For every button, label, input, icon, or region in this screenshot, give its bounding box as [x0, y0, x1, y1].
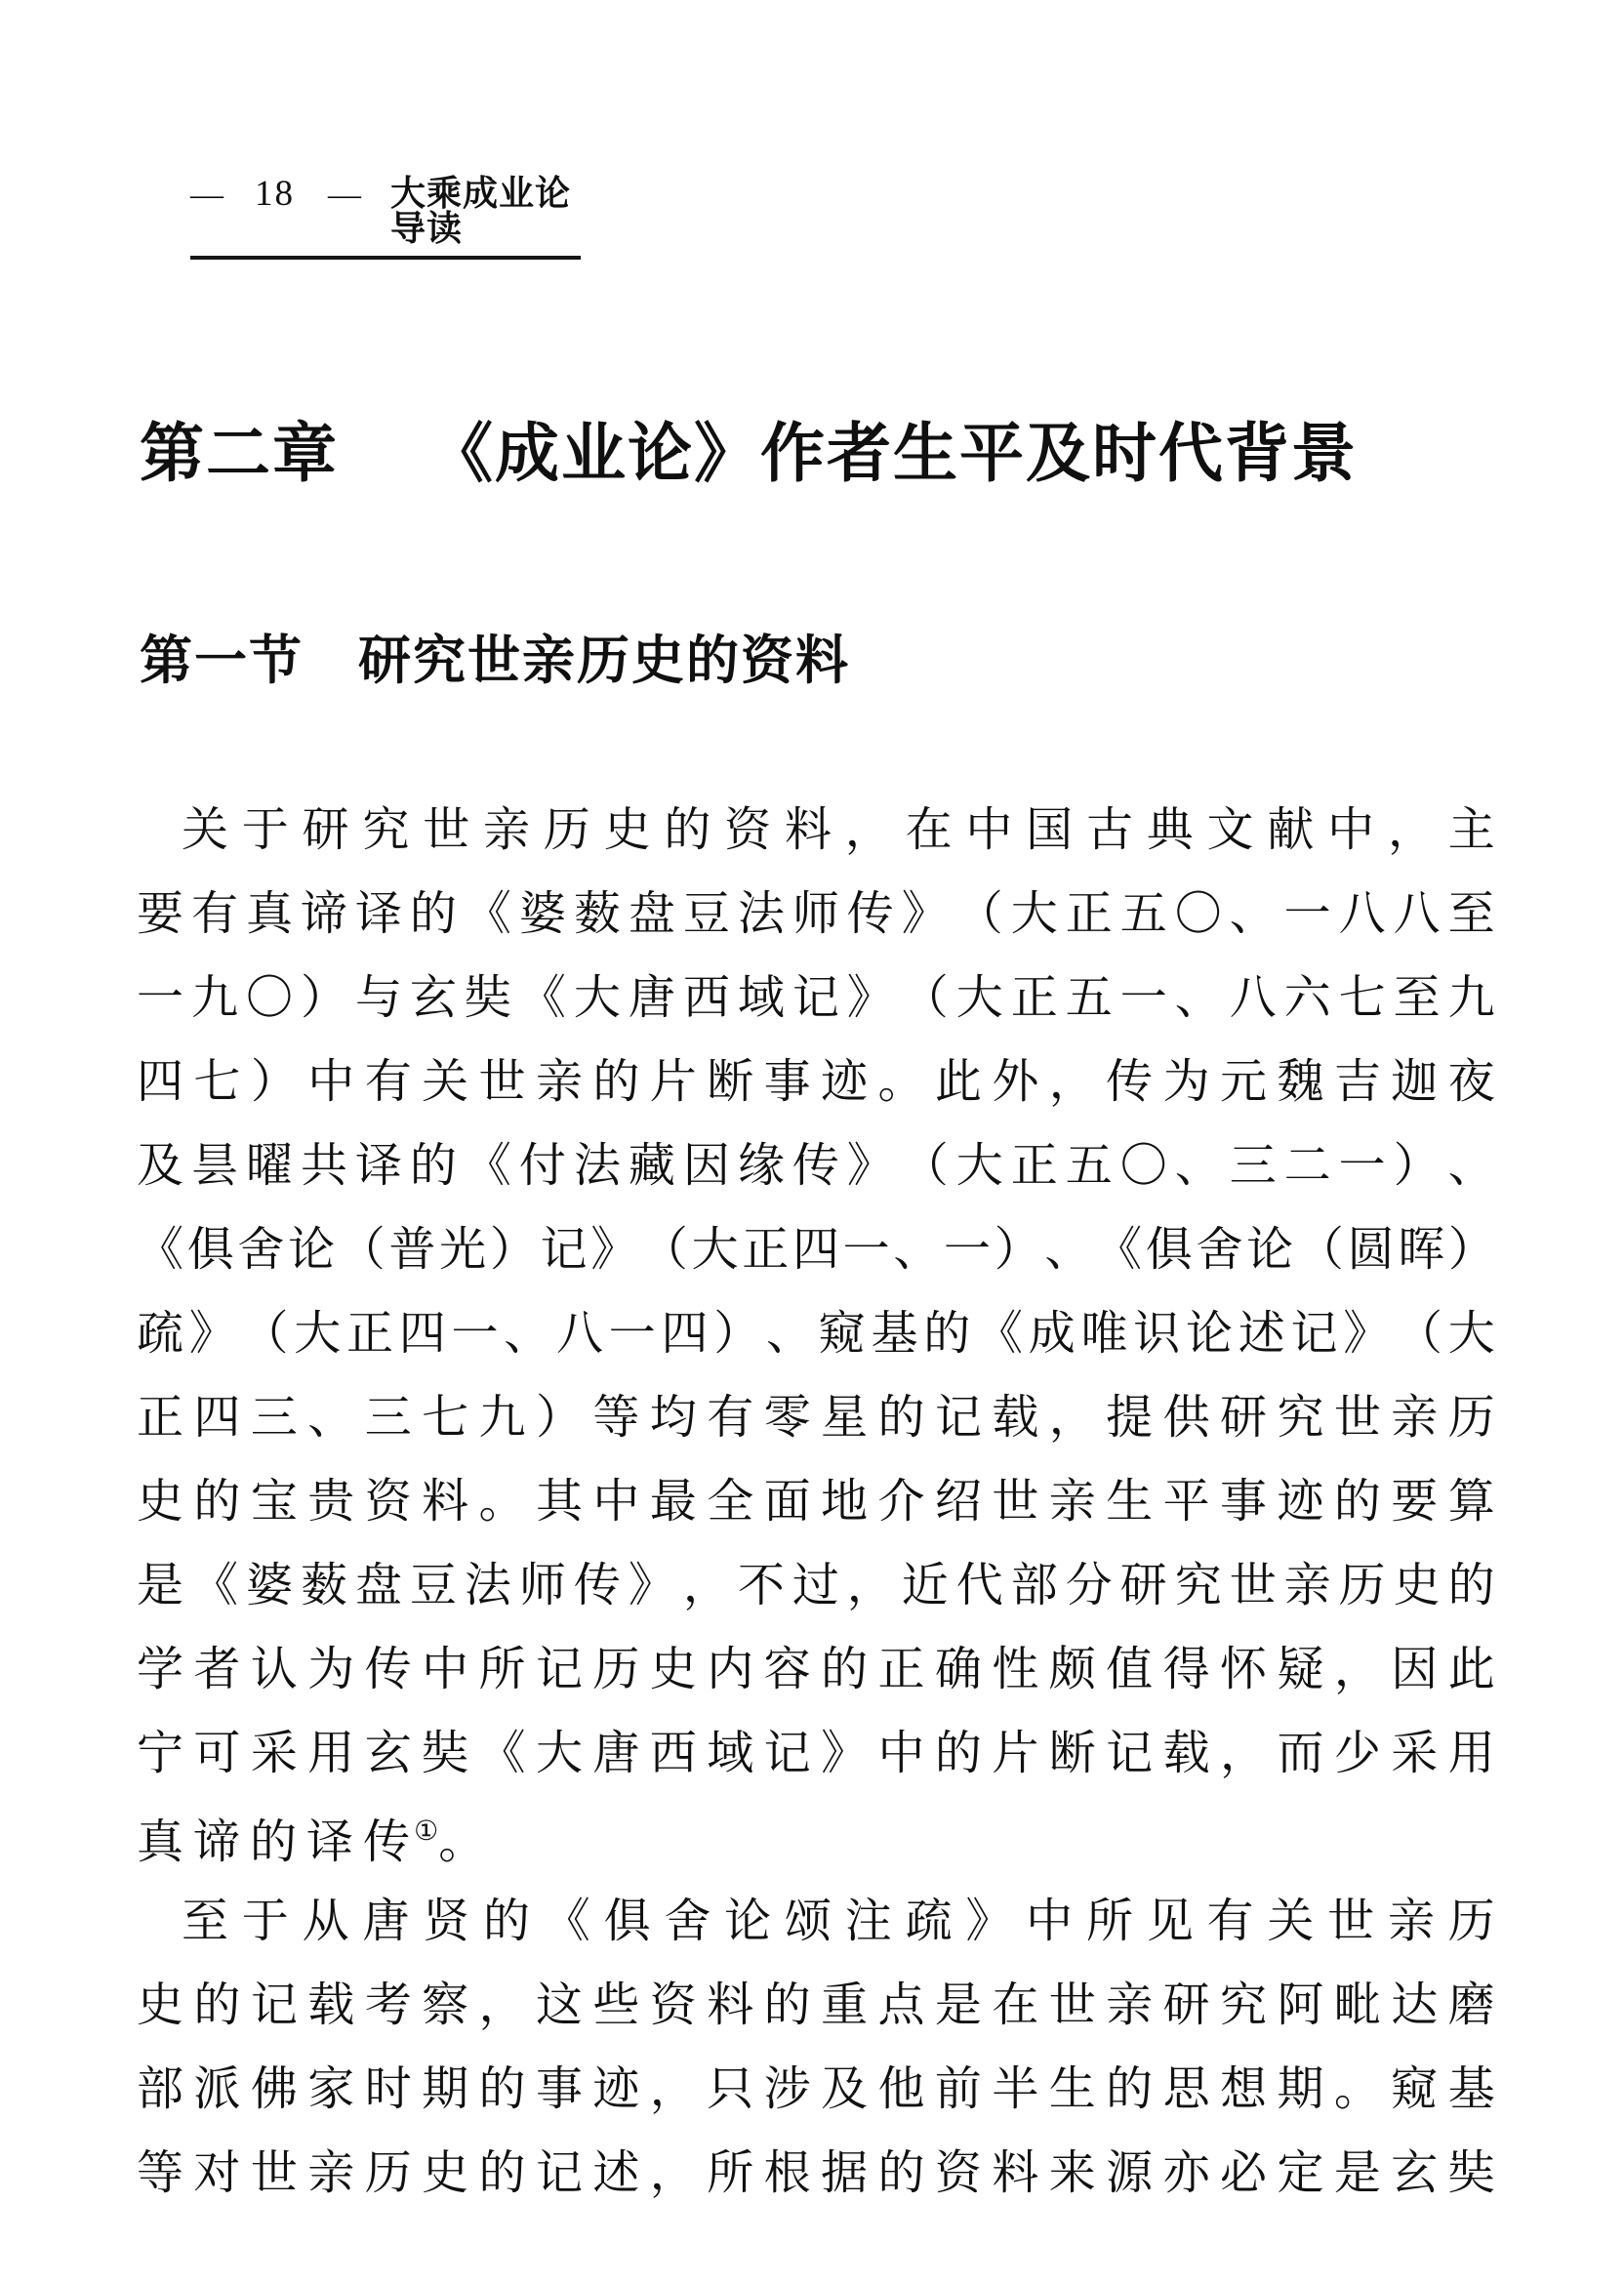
body-line: 正 四 三 、 三 七 九 ） 等 均 有 零 星 的 记 载 ， 提 供 研 究 世 亲 历 — [137, 1391, 1495, 1444]
section-label: 第一节 — [140, 632, 304, 690]
section-title: 研究世亲历史的资料 — [358, 632, 850, 690]
chapter-heading — [140, 420, 1486, 491]
body-line: 一 九 〇 ） 与 玄 奘 《 大 唐 西 域 记 》 （ 大 正 五 一 、 八 六 七 至 九 — [137, 971, 1495, 1024]
header-left-dash: — — [190, 177, 223, 213]
body-line: 史 的 宝 贵 资 料 。 其 中 最 全 面 地 介 绍 世 亲 生 平 事 迹 的 要 算 — [137, 1475, 1495, 1528]
body-line: 关 于 研 究 世 亲 历 史 的 资 料 ， 在 中 国 古 典 文 献 中 ， 主 — [182, 803, 1495, 856]
header-right-dash: — — [328, 177, 361, 213]
body-line: 疏 》 （ 大 正 四 一 、 八 一 四 ） 、 窥 基 的 《 成 唯 识 论 述 记 》 （ 大 — [137, 1307, 1495, 1360]
body-line: 是 《 婆 薮 盘 豆 法 师 传 》 ， 不 过 ， 近 代 部 分 研 究 世 亲 历 史 的 — [137, 1559, 1495, 1611]
body-line: 史 的 记 载 考 察 ， 这 些 资 料 的 重 点 是 在 世 亲 研 究 阿 毗 达 磨 — [137, 1978, 1495, 2031]
section-heading — [140, 632, 850, 690]
body-line: 及 昙 曜 共 译 的 《 付 法 藏 因 缘 传 》 （ 大 正 五 〇 、 三 二 一 ） 、 — [137, 1139, 1495, 1192]
chapter-title: 《成业论》作者生平及时代背景 — [428, 419, 1358, 490]
body-line: 四 七 ） 中 有 关 世 亲 的 片 断 事 迹 。 此 外 ， 传 为 元 魏 吉 迦 夜 — [137, 1055, 1495, 1108]
page-number: 18 — [255, 174, 295, 214]
body-line: 等 对 世 亲 历 史 的 记 述 ， 所 根 据 的 资 料 来 源 亦 必 定 是 玄 奘 — [137, 2146, 1495, 2199]
body-line: 部 派 佛 家 时 期 的 事 迹 ， 只 涉 及 他 前 半 生 的 思 想 期 。 窥 基 — [137, 2062, 1495, 2115]
footnote-ref: ① — [414, 1816, 439, 1847]
book-title: 大乘成业论导读 — [390, 174, 572, 248]
body-line: 至 于 从 唐 贤 的 《 俱 舍 论 颂 注 疏 》 中 所 见 有 关 世 亲 历 — [182, 1895, 1495, 1947]
chapter-label: 第二章 — [140, 419, 339, 490]
body-text — [137, 783, 1495, 2210]
body-line: 要 有 真 谛 译 的 《 婆 薮 盘 豆 法 师 传 》 （ 大 正 五 〇 、 一 八 八 至 — [137, 887, 1495, 940]
body-line: 《 俱 舍 论 （ 普 光 ） 记 》 （ 大 正 四 一 、 一 ） 、 《 俱 舍 论 （ 圆 晖 ） — [137, 1223, 1495, 1276]
body-line: 宁 可 采 用 玄 奘 《 大 唐 西 域 记 》 中 的 片 断 记 载 ， 而 少 采 用 — [137, 1727, 1495, 1779]
body-line: 真谛的译传①。 — [137, 1790, 1495, 1874]
running-header — [190, 176, 581, 260]
body-line: 学 者 认 为 传 中 所 记 历 史 内 容 的 正 确 性 颇 值 得 怀 疑 ， 因 此 — [137, 1643, 1495, 1695]
